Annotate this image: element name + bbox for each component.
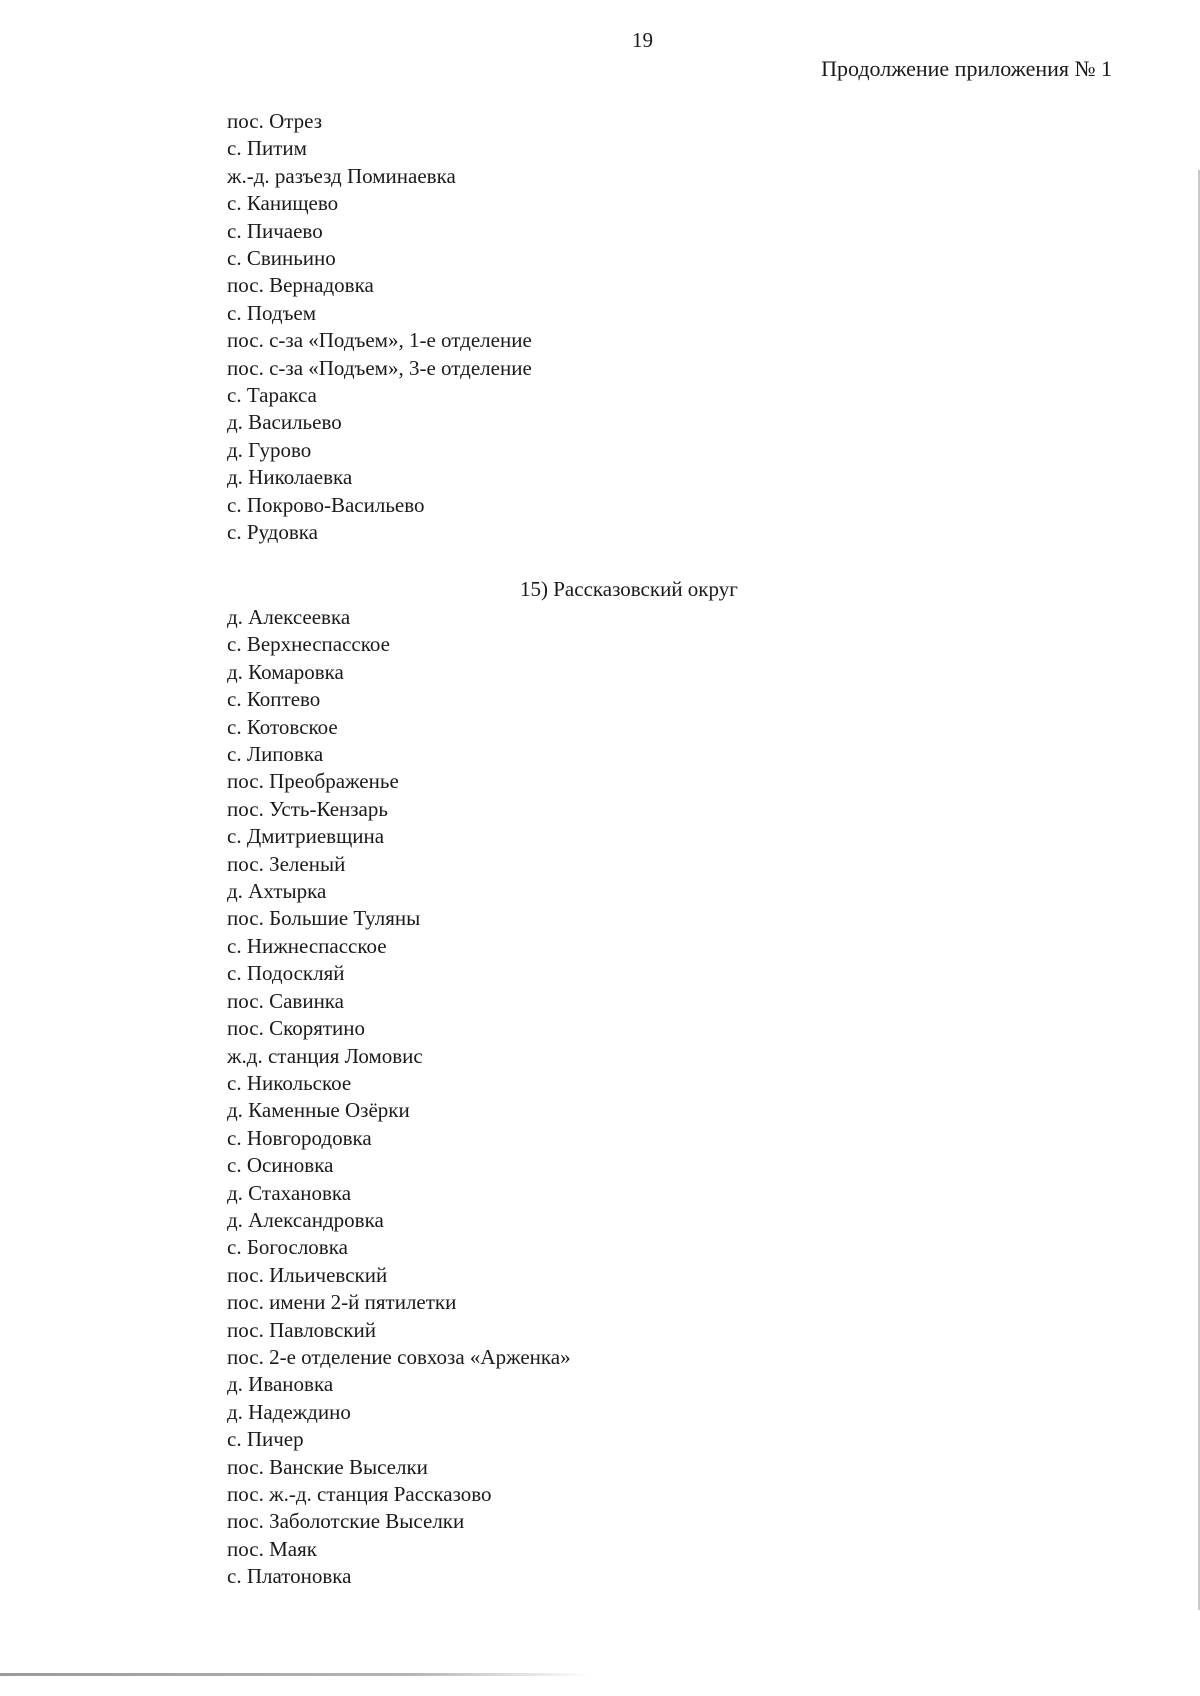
section-title: 15) Рассказовский округ: [520, 577, 738, 601]
list-item: с. Пичер: [227, 1427, 304, 1452]
list-item: пос. 2-е отделение совхоза «Арженка»: [227, 1344, 571, 1369]
list-item: с. Таракса: [227, 383, 317, 408]
list-item: пос. Скорятино: [227, 1016, 366, 1041]
list-item: пос. Ильичевский: [227, 1262, 388, 1287]
list-item: д. Васильево: [227, 410, 342, 435]
list-item: с. Котовское: [227, 714, 338, 739]
list-item: с. Питим: [227, 136, 307, 161]
list-item: с. Нижнеспасское: [227, 933, 387, 958]
continuation-note: Продолжение приложения № 1: [821, 56, 1112, 81]
list-item: д. Стахановка: [227, 1180, 352, 1205]
list-item: пос. Отрез: [227, 109, 323, 133]
list-item: д. Николаевка: [227, 465, 353, 490]
settlement-list-rasskazovsky: [227, 604, 571, 1591]
list-item: с. Подъем: [227, 300, 317, 325]
list-item: с. Подоскляй: [227, 961, 345, 986]
list-item: с. Верхнеспасское: [227, 632, 390, 657]
list-item: д. Гурово: [227, 437, 312, 462]
list-item: пос. с-за «Подъем», 3-е отделение: [227, 355, 532, 380]
list-item: пос. Ванские Выселки: [227, 1454, 428, 1479]
list-item: пос. с-за «Подъем», 1-е отделение: [227, 328, 532, 353]
list-item: с. Осиновка: [227, 1153, 334, 1178]
list-item: д. Надеждино: [227, 1399, 351, 1424]
scan-artifact-line: [0, 1673, 590, 1676]
list-item: ж.д. станция Ломовис: [227, 1043, 423, 1068]
list-item: ж.-д. разъезд Поминаевка: [227, 163, 456, 188]
list-item: пос. Преображенье: [227, 769, 399, 794]
settlement-list-top: [227, 108, 532, 547]
list-item: пос. Большие Туляны: [227, 906, 421, 931]
list-item: с. Дмитриевщина: [227, 824, 385, 849]
list-item: с. Липовка: [227, 742, 324, 767]
list-item: д. Алексеевка: [227, 605, 351, 629]
list-item: с. Коптево: [227, 687, 321, 712]
list-item: д. Каменные Озёрки: [227, 1098, 410, 1123]
list-item: д. Александровка: [227, 1207, 384, 1232]
list-item: пос. Савинка: [227, 988, 345, 1013]
list-item: пос. Маяк: [227, 1536, 317, 1561]
list-item: д. Ивановка: [227, 1372, 334, 1397]
list-item: с. Платоновка: [227, 1564, 352, 1589]
page-number: 19: [632, 28, 653, 52]
list-item: с. Пичаево: [227, 218, 323, 243]
list-item: с. Никольское: [227, 1070, 352, 1095]
list-item: пос. ж.-д. станция Рассказово: [227, 1482, 492, 1506]
list-item: пос. Павловский: [227, 1317, 376, 1342]
list-item: с. Новгородовка: [227, 1125, 372, 1150]
list-item: с. Покрово-Васильево: [227, 492, 425, 517]
list-item: д. Ахтырка: [227, 879, 327, 904]
list-item: д. Комаровка: [227, 659, 344, 684]
list-item: пос. Вернадовка: [227, 273, 374, 298]
list-item: пос. Заболотские Выселки: [227, 1509, 465, 1534]
list-item: с. Рудовка: [227, 520, 318, 545]
list-item: с. Канищево: [227, 191, 339, 216]
list-item: пос. Зеленый: [227, 851, 346, 876]
list-item: с. Богословка: [227, 1235, 348, 1260]
list-item: пос. Усть-Кензарь: [227, 796, 388, 821]
list-item: с. Свиньино: [227, 246, 336, 271]
list-item: пос. имени 2-й пятилетки: [227, 1290, 457, 1315]
